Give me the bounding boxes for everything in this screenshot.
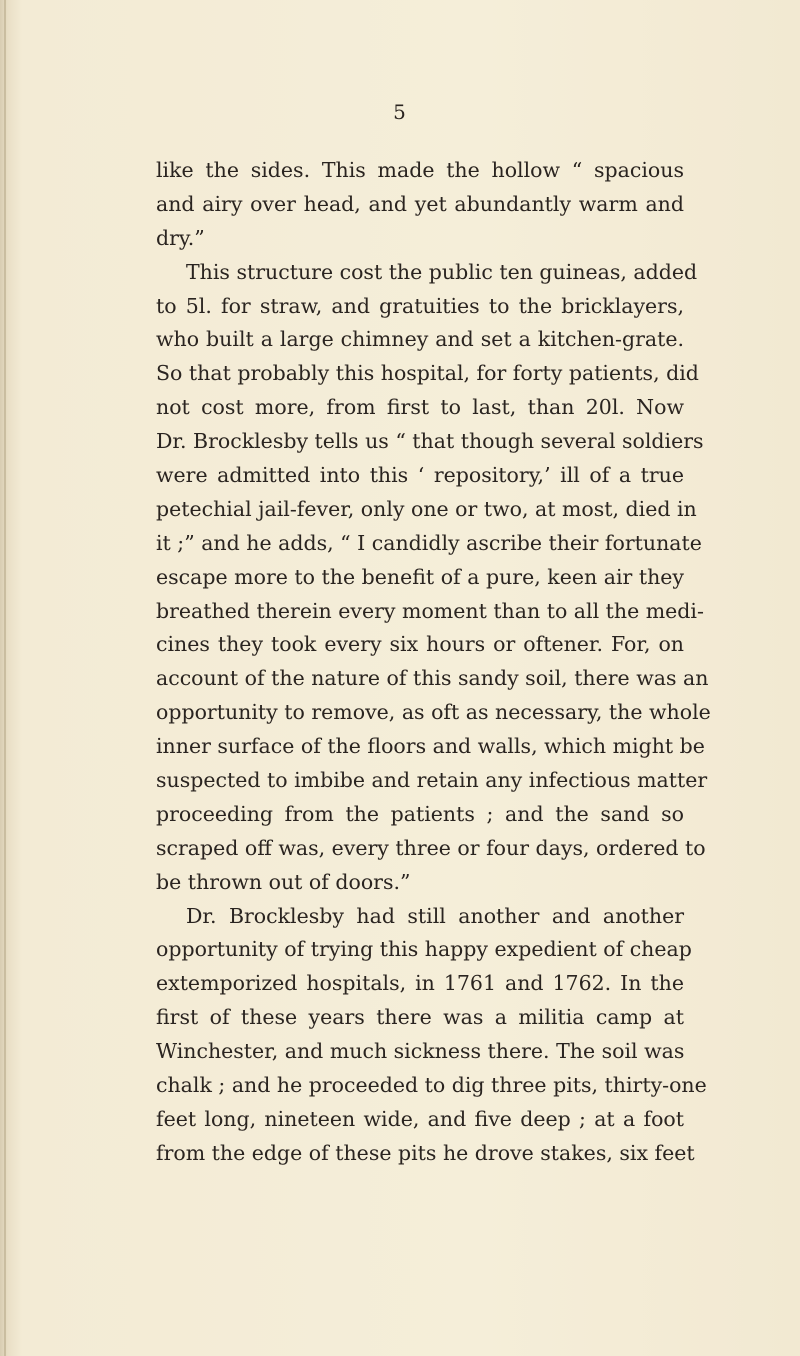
text-line: extemporized hospitals, in 1761 and 1762. In the xyxy=(156,971,684,996)
text-line: Dr. Brocklesby tells us “ that though several soldiers xyxy=(156,429,704,454)
text-line: petechial jail-fever, only one or two, at most, died in xyxy=(156,496,697,521)
text-line: to 5l. for straw, and gratuities to the bricklayers, xyxy=(156,293,684,318)
text-line: opportunity to remove, as oft as necessary, the whole xyxy=(156,700,711,725)
text-line: inner surface of the floors and walls, which might be xyxy=(156,734,705,759)
text-line: opportunity of trying this happy expedient of cheap xyxy=(156,937,692,962)
text-line: This structure cost the public ten guineas, added xyxy=(186,259,698,284)
text-line: account of the nature of this sandy soil, there was an xyxy=(156,666,709,691)
text-line: from the edge of these pits he drove stakes, six feet xyxy=(156,1140,695,1165)
text-line: not cost more, from first to last, than 20l. Now xyxy=(156,395,684,420)
text-line: dry.” xyxy=(156,225,205,250)
text-line: it ;” and he adds, “ I candidly ascribe their fortunate xyxy=(156,530,702,555)
text-line: were admitted into this ‘ repository,’ ill of a true xyxy=(156,463,684,488)
text-line: who built a large chimney and set a kitchen-grate. xyxy=(156,327,684,352)
text-line: suspected to imbibe and retain any infectious matter xyxy=(156,768,708,793)
text-line: Dr. Brocklesby had still another and another xyxy=(186,903,684,928)
text-line: first of these years there was a militia camp at xyxy=(156,1005,684,1030)
text-line: cines they took every six hours or oftener. For, on xyxy=(156,632,684,657)
text-line: proceeding from the patients ; and the sand so xyxy=(156,801,684,826)
text-line: and airy over head, and yet abundantly warm and xyxy=(156,191,684,216)
text-line: like the sides. This made the hollow “ spacious xyxy=(156,158,684,182)
text-line: be thrown out of doors.” xyxy=(156,869,411,894)
text-line: So that probably this hospital, for forty patients, did xyxy=(156,361,699,386)
text-line: chalk ; and he proceeded to dig three pits, thirty-one xyxy=(156,1073,707,1098)
body-text xyxy=(156,154,711,1171)
text-line: scraped off was, every three or four days, ordered to xyxy=(156,835,706,860)
page-number: 5 xyxy=(393,100,407,124)
text-line: escape more to the benefit of a pure, keen air they xyxy=(156,564,684,589)
text-line: feet long, nineteen wide, and five deep ; at a foot xyxy=(156,1106,684,1131)
text-line: breathed therein every moment than to all the medi- xyxy=(156,598,704,623)
text-line: Winchester, and much sickness there. The soil was xyxy=(156,1039,685,1064)
